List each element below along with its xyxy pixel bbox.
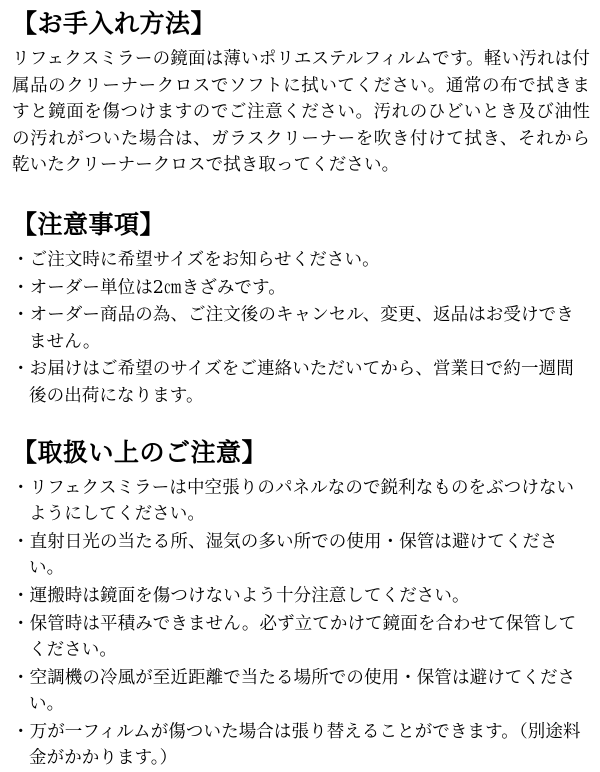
precautions-list xyxy=(12,247,590,410)
list-item: ・オーダー単位は2㎝きざみです。 xyxy=(12,277,286,298)
list-item: ・リフェクスミラーは中空張りのパネルなので鋭利なものをぶつけないようにしてください。 xyxy=(12,477,575,525)
section-handling-notes xyxy=(12,437,590,772)
section-precautions xyxy=(12,209,590,410)
list-item: ・ご注文時に希望サイズをお知らせください。 xyxy=(12,249,380,270)
spacer-two xyxy=(12,411,590,437)
section-heading-precautions: 【注意事項】 xyxy=(12,209,166,239)
section-heading-handling: 【取扱い上のご注意】 xyxy=(12,437,268,467)
list-item: ・オーダー商品の為、ご注文後のキャンセル、変更、返品はお受けできません。 xyxy=(12,305,574,352)
list-item: ・直射日光の当たる所、湿気の多い所での使用・保管は避けてください。 xyxy=(12,531,558,579)
spacer-one xyxy=(12,179,590,209)
list-item: ・万が一フィルムが傷ついた場合は張り替えることができます。（別途料金がかかります。） xyxy=(12,721,581,769)
section-heading-care: 【お手入れ方法】 xyxy=(12,9,217,38)
section-care-instructions xyxy=(12,8,590,179)
list-item: ・保管時は平積みできません。必ず立てかけて鏡面を合わせて保管してください。 xyxy=(12,613,577,661)
list-item: ・運搬時は鏡面を傷つけないよう十分注意してください。 xyxy=(12,585,470,606)
care-instructions-paragraph: リフェクスミラーの鏡面は薄いポリエステルフィルムです。軽い汚れは付属品のクリーナークロスでソフトに拭いてください。通常の布で拭きますと鏡面を傷つけますのでご注意ください。汚れのひどいとき及び油性の汚れがついた場合は、ガラスクリーナーを吹き付けて拭き、それから乾いたクリーナークロスで拭き取ってください。 xyxy=(12,49,590,176)
list-item: ・空調機の冷風が至近距離で当たる場所での使用・保管は避けてください。 xyxy=(12,667,576,715)
handling-notes-list xyxy=(12,475,590,772)
list-item: ・お届けはご希望のサイズをご連絡いただいてから、営業日で約一週間後の出荷になります。 xyxy=(12,359,574,406)
